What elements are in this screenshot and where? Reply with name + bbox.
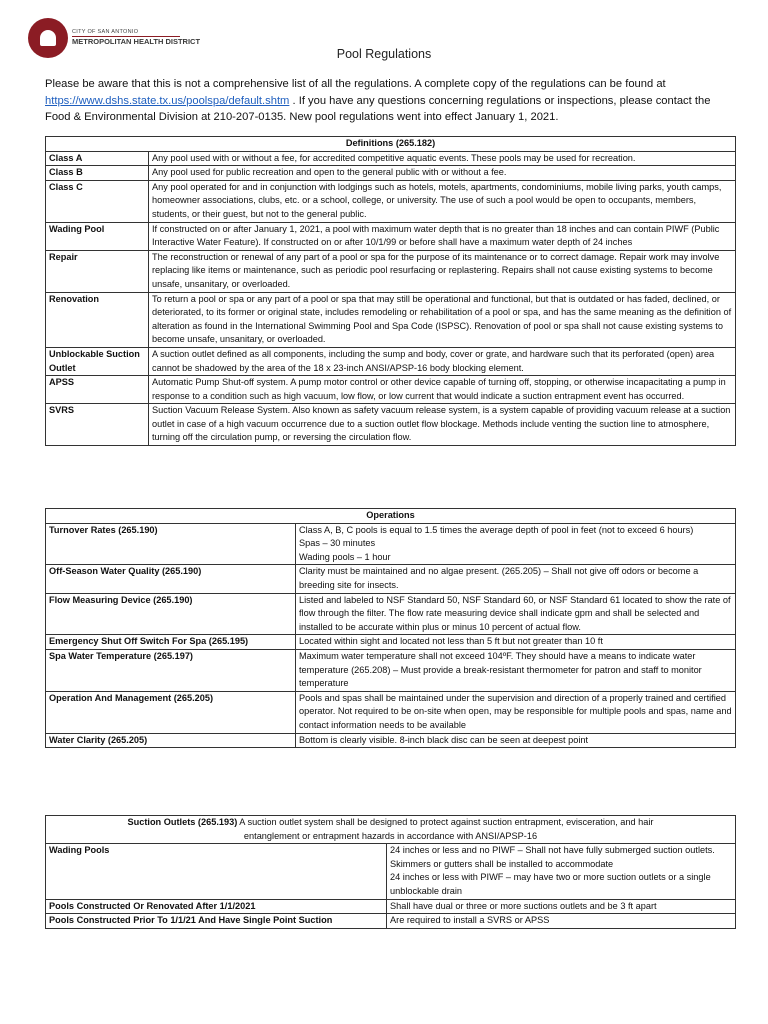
- term-cell: Flow Measuring Device (265.190): [46, 593, 296, 635]
- description-cell: [296, 523, 736, 565]
- description-cell: The reconstruction or renewal of any part of a pool or spa for the purpose of its maintenance or to correct damage. Repair work may involve replacing like items or maintenance, such as periodic pool resurfacing or replastering. Repairs shall not cause existing systems to become unsafe, unsanitary, or overloaded.: [149, 250, 736, 292]
- table-row: [46, 376, 736, 404]
- term-cell: Pools Constructed Or Renovated After 1/1/2021: [46, 899, 387, 914]
- description-cell: Suction Vacuum Release System. Also known as safety vacuum release system, is a system capable of providing vacuum release at a suction outlet in case of a high vacuum occurrence due to a suction outlet flow blockage. Methods include venting the suction line to atmosphere, turning off the circulation pump, or reversing the circulation flow.: [149, 404, 736, 446]
- description-cell: [387, 844, 736, 899]
- term-cell: Emergency Shut Off Switch For Spa (265.195): [46, 635, 296, 650]
- description-cell: Any pool operated for and in conjunction with lodgings such as hotels, motels, apartments, condominiums, mobile living parks, youth camps, homeowner associations, clubs, etc. or a school, college, or university. The use of such a pool would be open to occupants, members, students, or their guest, but not to the general public.: [149, 180, 736, 222]
- suction-outlets-header: [46, 816, 736, 844]
- page-title: Pool Regulations: [336, 47, 432, 61]
- term-cell: Class C: [46, 180, 149, 222]
- description-line: Spas – 30 minutes: [299, 538, 376, 549]
- operations-table: [45, 508, 736, 748]
- table-row: [46, 733, 736, 748]
- description-line: Wading pools – 1 hour: [299, 551, 391, 562]
- term-cell: SVRS: [46, 404, 149, 446]
- suction-outlets-header-bold: Suction Outlets (265.193): [127, 817, 238, 827]
- table-row: [46, 914, 736, 929]
- table-row: [46, 404, 736, 446]
- table-row: [46, 180, 736, 222]
- term-cell: Spa Water Temperature (265.197): [46, 649, 296, 691]
- description-cell: Any pool used with or without a fee, for accredited competitive aquatic events. These pools may be used for recreation.: [149, 151, 736, 166]
- table-row: [46, 250, 736, 292]
- suction-outlets-body: [46, 844, 736, 929]
- description-cell: [387, 914, 736, 929]
- table-row: [46, 844, 736, 899]
- description-line: Shall have dual or three or more suctions outlets and be 3 ft apart: [390, 900, 657, 911]
- logo-city-text: CITY OF SAN ANTONIO: [72, 28, 139, 35]
- intro-text-2: . If you have any questions concerning regulations or inspections, please contact the Food & Environmental Division at 210-207-0135. New pool regulations went into effect January 1, 2021.: [45, 94, 711, 123]
- description-line: Are required to install a SVRS or APSS: [390, 915, 550, 926]
- operations-header: Operations: [46, 509, 736, 524]
- intro-paragraph: [45, 76, 735, 126]
- description-cell: [296, 565, 736, 593]
- table-row: [46, 593, 736, 635]
- term-cell: Off-Season Water Quality (265.190): [46, 565, 296, 593]
- table-row: [46, 166, 736, 181]
- term-cell: Class A: [46, 151, 149, 166]
- term-cell: APSS: [46, 376, 149, 404]
- description-line: Maximum water temperature shall not exceed 104ºF. They should have a means to indicate water temperature (265.208) – Must provide a break-resistant thermometer for patron and staff to monitor temperature: [299, 650, 702, 689]
- table-row: [46, 222, 736, 250]
- term-cell: Repair: [46, 250, 149, 292]
- term-cell: Turnover Rates (265.190): [46, 523, 296, 565]
- table-row: [46, 635, 736, 650]
- table-row: [46, 523, 736, 565]
- term-cell: Water Clarity (265.205): [46, 733, 296, 748]
- description-line: Bottom is clearly visible. 8-inch black disc can be seen at deepest point: [299, 734, 589, 745]
- table-row: [46, 347, 736, 375]
- description-cell: If constructed on or after January 1, 2021, a pool with maximum water depth that is no greater than 18 inches and can contain PIWF (Public Interactive Water Feature). If constructed on or after 10/1/99 or before shall have a maximum water depth of 24 inches: [149, 222, 736, 250]
- definitions-body: [46, 151, 736, 445]
- description-cell: [296, 733, 736, 748]
- operations-body: [46, 523, 736, 748]
- regulations-link[interactable]: https://www.dshs.state.tx.us/poolspa/default.shtm: [45, 94, 290, 107]
- description-line: 24 inches or less with PIWF – may have two or more suction outlets or a single unblockable drain: [390, 872, 711, 896]
- description-cell: A suction outlet defined as all components, including the sump and body, cover or grate, and hardware such that its perforated (open) area cannot be shadowed by the area of the 18 x 23-inch ANSI/APSP-16 body blocking element.: [149, 347, 736, 375]
- description-cell: [296, 635, 736, 650]
- definitions-table: [45, 136, 736, 446]
- table-row: [46, 691, 736, 733]
- table-row: [46, 649, 736, 691]
- description-cell: To return a pool or spa or any part of a pool or spa that may still be operational and functional, but that is outdated or has faded, declined, or deteriorated, to its former or original state, includes remodeling or rehabilitation of a pool or spa, and has the same meaning as the definition of alteration as found in the International Swimming Pool and Spa Code (ISPSC). Renovation of pool or spa shall not cause existing systems to become unsafe, unsanitary, or overloaded.: [149, 292, 736, 347]
- description-cell: Automatic Pump Shut-off system. A pump motor control or other device capable of turning off, stopping, or otherwise incapacitating a pump in response to a condition such as high vacuum, low flow, or low current that would indicate a suction entrapment event has occurred.: [149, 376, 736, 404]
- definitions-header: Definitions (265.182): [46, 137, 736, 152]
- term-cell: Unblockable Suction Outlet: [46, 347, 149, 375]
- description-line: Pools and spas shall be maintained under the supervision and direction of a properly trained and certified operator. Not required to be on-site when open, may be responsible for multiple pools and spas, name and contact information needs to be available: [299, 692, 732, 730]
- intro-text-1: Please be aware that this is not a comprehensive list of all the regulations. A complete copy of the regulations can be found at: [45, 78, 666, 90]
- description-cell: [296, 593, 736, 635]
- table-row: [46, 899, 736, 914]
- term-cell: Renovation: [46, 292, 149, 347]
- description-line: Listed and labeled to NSF Standard 50, NSF Standard 60, or NSF Standard 61 located to show the rate of flow through the filter. The flow rate measuring device shall indicate gpm and shall be selected and installed to be accurate within plus or minus 10 percent of actual flow.: [299, 594, 731, 632]
- table-row: [46, 565, 736, 593]
- suction-outlets-table: [45, 815, 736, 929]
- description-line: Located within sight and located not less than 5 ft but not greater than 10 ft: [299, 636, 603, 647]
- description-line: Clarity must be maintained and no algae present. (265.205) – Shall not give off odors or become a breeding site for insects.: [299, 566, 699, 590]
- table-row: [46, 151, 736, 166]
- description-line: 24 inches or less and no PIWF – Shall not have fully submerged suction outlets. Skimmers or gutters shall be installed to accommodate: [390, 845, 715, 869]
- term-cell: Wading Pools: [46, 844, 387, 899]
- table-row: [46, 292, 736, 347]
- description-cell: Any pool used for public recreation and open to the general public with or without a fee.: [149, 166, 736, 181]
- description-cell: [387, 899, 736, 914]
- description-line: Class A, B, C pools is equal to 1.5 times the average depth of pool in feet (not to exceed 6 hours): [299, 524, 694, 535]
- term-cell: Operation And Management (265.205): [46, 691, 296, 733]
- term-cell: Wading Pool: [46, 222, 149, 250]
- term-cell: Pools Constructed Prior To 1/1/21 And Have Single Point Suction: [46, 914, 387, 929]
- suction-outlets-header-text: A suction outlet system shall be designed to protect against suction entrapment, evisceration, and hair entanglement or entrapment hazards in accordance with ANSI/APSP-16: [237, 817, 654, 841]
- description-cell: [296, 691, 736, 733]
- logo-district-text: METROPOLITAN HEALTH DISTRICT: [72, 37, 201, 47]
- term-cell: Class B: [46, 166, 149, 181]
- description-cell: [296, 649, 736, 691]
